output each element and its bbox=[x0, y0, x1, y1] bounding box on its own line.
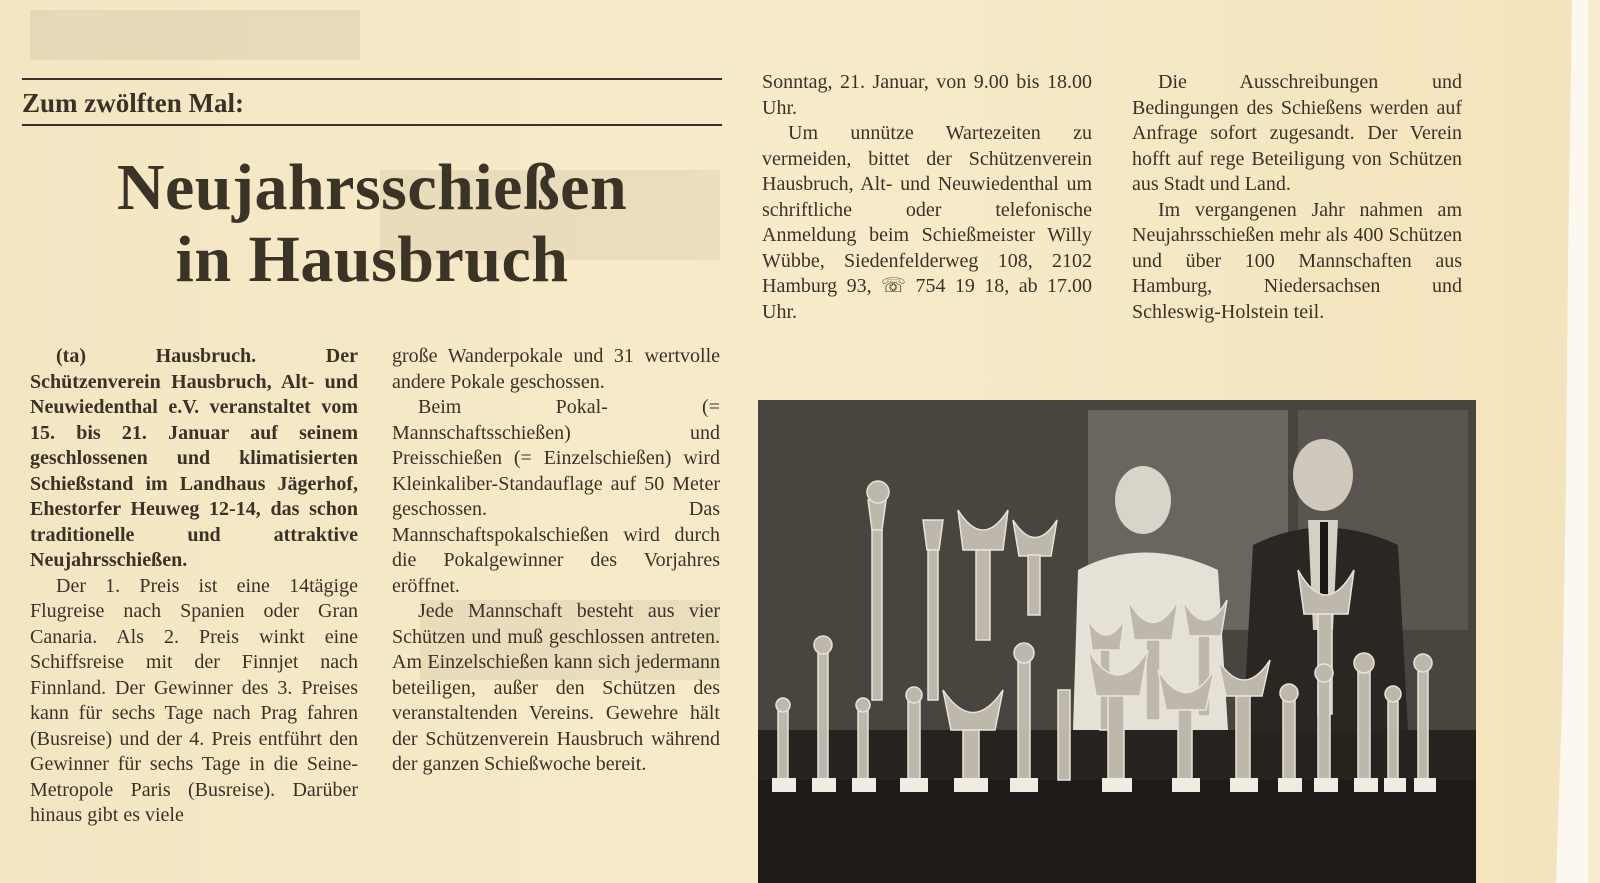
person-left-head bbox=[1115, 466, 1171, 534]
text-column-3 bbox=[762, 70, 1092, 325]
trophy-photo bbox=[758, 400, 1476, 883]
trophy-photo-illustration bbox=[758, 400, 1476, 883]
text-column-1 bbox=[30, 344, 358, 879]
torn-paper-edge bbox=[1548, 0, 1588, 883]
paragraph: Sonntag, 21. Januar, von 9.00 bis 18.00 Uhr. bbox=[762, 71, 1092, 119]
text-column-4 bbox=[1132, 70, 1462, 325]
paragraph: Jede Mannschaft besteht aus vier Schützen und muß geschlossen antreten. Am Einzelschießen kann sich jedermann beteiligen, außer den Schützen des veranstaltenden Vereins. Gewehre hält der Schützenverein Hausbruch während der ganzen Schießwoche bereit. bbox=[392, 600, 720, 775]
paragraph: Beim Pokal- (= Mannschaftsschießen) und Preisschießen (= Einzelschießen) wird Kleinkaliber-Standauflage auf 50 Meter geschossen. Das Mannschaftspokalschießen wird durch die Pokalgewinner des Vorjahres eröffnet. bbox=[392, 396, 720, 597]
text-column-2 bbox=[392, 344, 720, 879]
article-kicker: Zum zwölften Mal: bbox=[22, 78, 722, 126]
paragraph: Im vergangenen Jahr nahmen am Neujahrsschießen mehr als 400 Schützen und über 100 Mannschaften aus Hamburg, Niedersachsen und Schleswig-Holstein teil. bbox=[1132, 198, 1462, 323]
paragraph: Die Ausschreibungen und Bedingungen des Schießens werden auf Anfrage sofort zugesandt. Der Verein hofft auf rege Beteiligung von Schützen aus Stadt und Land. bbox=[1132, 71, 1462, 195]
headline-line-2: in Hausbruch bbox=[175, 223, 569, 296]
paragraph: Der 1. Preis ist eine 14tägige Flugreise nach Spanien oder Gran Canaria. Als 2. Preis winkt eine Schiffsreise mit der Finnjet nach Finnland. Der Gewinner des 3. Preises kann für sechs Tage nach Prag fahren (Busreise) und der 4. Preis entführt den Gewinner für sechs Tage in die Seine-Metropole Paris (Busreise). Darüber hinaus gibt es viele bbox=[30, 574, 358, 826]
paragraph: Um unnütze Wartezeiten zu vermeiden, bittet der Schützenverein Hausbruch, Alt- und Neuwiedenthal um schriftliche oder telefonische Anmeldung beim Schießmeister Willy Wübbe, Siedenfelderweg 108, 2102 Hamburg 93, ☏ 754 19 18, ab 17.00 Uhr. bbox=[762, 122, 1092, 323]
trophy-bases bbox=[772, 778, 1436, 792]
lead-paragraph: (ta) Hausbruch. Der Schützenverein Hausbruch, Alt- und Neuwiedenthal e.V. veranstaltet vom 15. bis 21. Januar auf seinem geschlossenen und klimatisierten Schießstand im Landhaus Jägerhof, Ehestorfer Heuweg 12-14, das schon traditionelle und attraktive Neujahrsschießen. bbox=[30, 345, 358, 571]
bleed-through-shadow bbox=[30, 10, 360, 60]
article-headline bbox=[22, 152, 722, 296]
person-right-head bbox=[1293, 439, 1353, 511]
headline-line-1: Neujahrsschießen bbox=[116, 151, 628, 224]
paragraph: große Wanderpokale und 31 wertvolle andere Pokale geschossen. bbox=[392, 345, 720, 393]
